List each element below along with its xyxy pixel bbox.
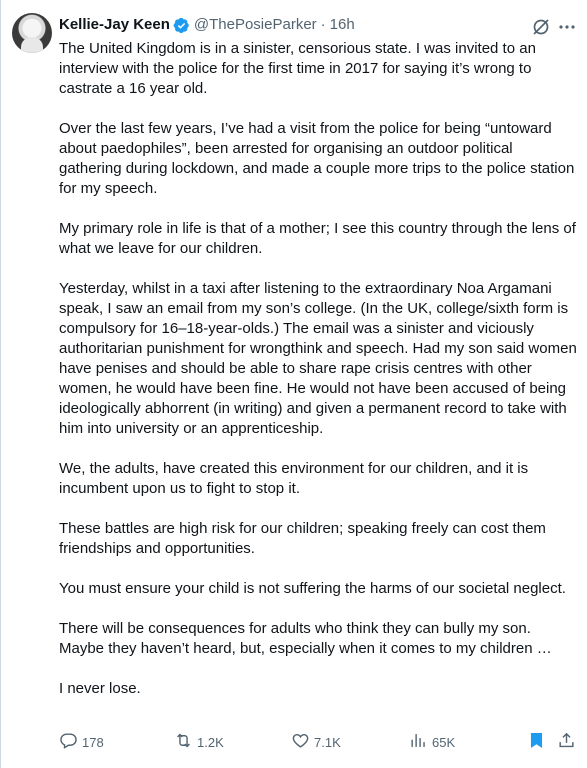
tweet-paragraph: Yesterday, whilst in a taxi after listening to the extraordinary Noa Argamani speak, I saw an email from my son’s college. (In the UK, college/sixth form is compulsory for 16–18-year-olds.) The email was a sinister and viciously authoritarian punishment for wrongthink and speech. Had my son said women have penises and should be able to share rape crisis centres with other women, he would have been fine. He would not have been accused of being ideologically abhorrent (in writing) and given a permanent record to take with him into university or an apprenticeship. <box>59 280 577 437</box>
tweet-paragraph: I never lose. <box>59 680 141 697</box>
share-icon <box>557 731 576 753</box>
author-name[interactable]: Kellie-Jay Keen <box>59 16 170 33</box>
author-handle[interactable]: @ThePosieParker <box>193 16 317 33</box>
grok-icon[interactable] <box>531 17 551 37</box>
reply-count: 178 <box>82 734 104 750</box>
repost-button[interactable] <box>174 731 224 753</box>
views-icon <box>409 731 428 753</box>
tweet-paragraph: My primary role in life is that of a mother; I see this country through the lens of what we leave for our children. <box>59 220 576 257</box>
more-icon[interactable] <box>557 17 577 37</box>
verified-badge-icon <box>173 17 190 34</box>
tweet-paragraph: The United Kingdom is in a sinister, censorious state. I was invited to an interview with the police for the first time in 2017 for saying it’s wrong to castrate a 16 year old. <box>59 40 536 97</box>
share-button[interactable] <box>557 731 576 753</box>
tweet-content <box>59 14 577 699</box>
tweet-paragraph: There will be consequences for adults who think they can bully my son. Maybe they haven’t heard, but, especially when it comes to my children … <box>59 620 552 657</box>
bookmark-button[interactable] <box>527 731 546 753</box>
reply-icon <box>59 731 78 753</box>
tweet-text <box>59 39 577 699</box>
bookmark-icon <box>527 731 546 753</box>
repost-count: 1.2K <box>197 734 224 750</box>
tweet-paragraph: These battles are high risk for our children; speaking freely can cost them friendships and opportunities. <box>59 520 546 557</box>
reply-button[interactable] <box>59 731 104 753</box>
tweet-paragraph: We, the adults, have created this environment for our children, and it is incumbent upon us to fight to stop it. <box>59 460 529 497</box>
tweet-paragraph: You must ensure your child is not suffering the harms of our societal neglect. <box>59 580 566 597</box>
views-button[interactable] <box>409 731 455 753</box>
views-count: 65K <box>432 734 456 750</box>
avatar[interactable] <box>12 13 52 53</box>
like-count: 7.1K <box>314 734 341 750</box>
tweet-header <box>59 14 577 36</box>
action-bar <box>59 731 579 753</box>
timestamp[interactable]: 16h <box>329 16 355 33</box>
separator-dot: · <box>320 16 326 33</box>
repost-icon <box>174 731 193 753</box>
tweet-paragraph: Over the last few years, I’ve had a visit from the police for being “untoward about paedophiles”, been arrested for organising an outdoor political gathering during lockdown, and made a couple more trips to the police station for my speech. <box>59 120 575 197</box>
heart-icon <box>291 731 310 753</box>
like-button[interactable] <box>291 731 341 753</box>
